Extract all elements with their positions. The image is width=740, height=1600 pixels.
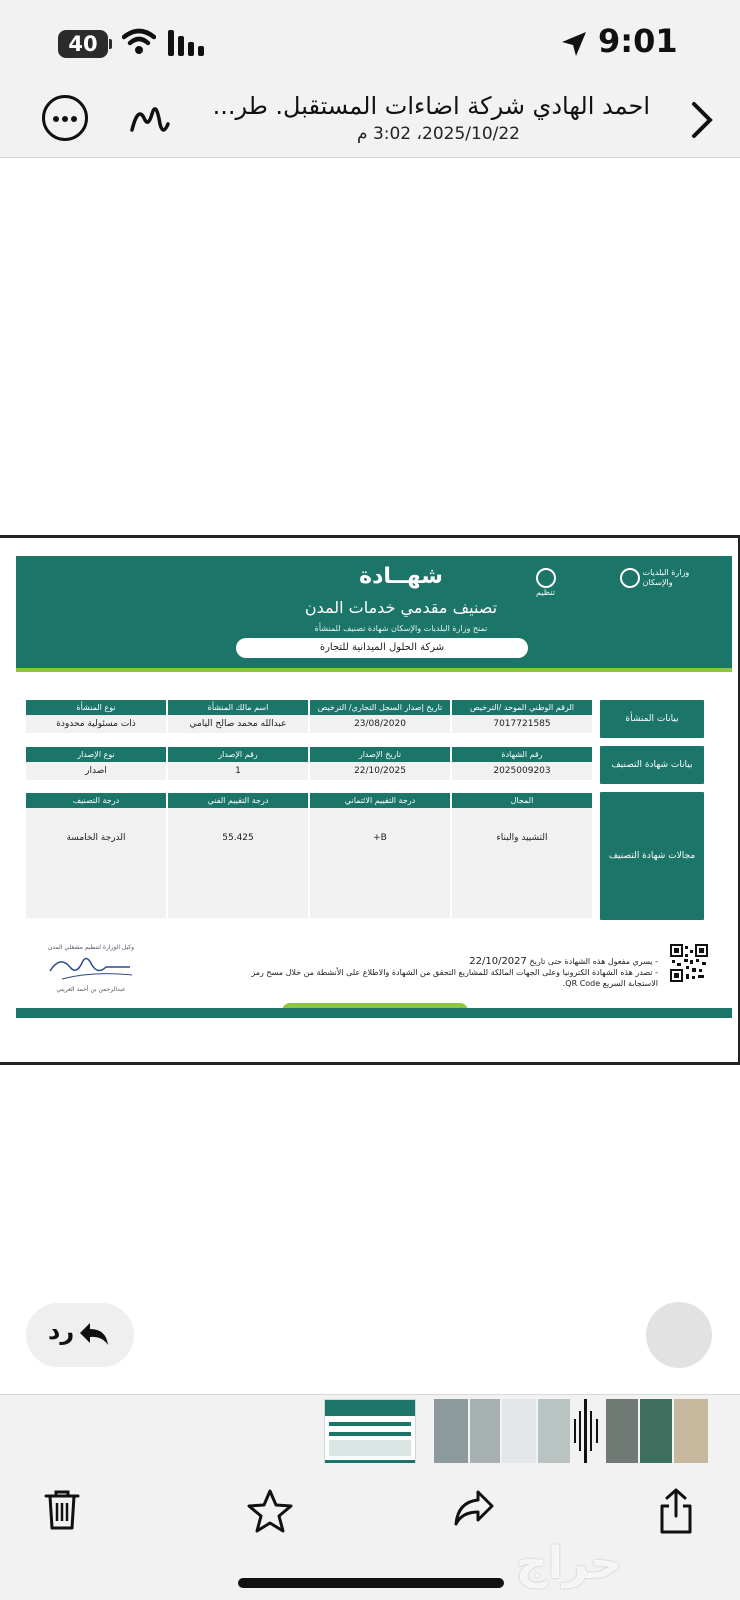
grid-value: عبدالله محمد صالح اليامي	[168, 715, 308, 733]
company-name: شركة الحلول الميدانية للتجارة	[236, 638, 528, 658]
validity-notes	[228, 956, 658, 989]
grid-value: 7017721585	[452, 715, 592, 733]
facility-grid	[26, 700, 592, 733]
forward-icon[interactable]	[452, 1488, 496, 1528]
location-arrow-icon	[560, 30, 588, 58]
bottom-toolbar	[0, 1466, 740, 1600]
certificate-subtitle: تصنيف مقدمي خدمات المدن	[304, 598, 498, 617]
thumbnail[interactable]	[674, 1399, 708, 1463]
thumbnail[interactable]	[640, 1399, 672, 1463]
grid-header: رقم الشهادة	[452, 747, 592, 762]
thumbnail-header	[325, 1400, 415, 1416]
thumbnail-current[interactable]	[324, 1399, 416, 1463]
more-icon	[53, 116, 59, 122]
more-button[interactable]	[42, 95, 88, 141]
reply-button[interactable]	[26, 1303, 134, 1367]
grid-value: اصدار	[26, 762, 166, 780]
grid-header: تاريخ إصدار السجل التجاري/ الترخيص	[310, 700, 450, 715]
watermark: حراج	[516, 1538, 622, 1589]
grid-value: 55.425	[168, 808, 308, 918]
thumbnail[interactable]	[502, 1399, 536, 1463]
balady-logo	[536, 568, 616, 598]
balady-logo-text: تنظيم	[536, 588, 555, 597]
star-icon[interactable]	[246, 1488, 294, 1534]
grid-header: رقم الإصدار	[168, 747, 308, 762]
signer-title: وكيل الوزارة لتنظيم مشغلي المدن	[47, 944, 135, 951]
thumbnail[interactable]	[606, 1399, 638, 1463]
grid-header: درجة التصنيف	[26, 793, 166, 808]
validity-row	[228, 956, 658, 967]
classification-grid	[26, 747, 592, 780]
signature-mark	[42, 941, 142, 991]
thumbnail[interactable]	[538, 1399, 570, 1463]
react-button[interactable]	[646, 1302, 712, 1368]
grid-header: درجة التقييم الفني	[168, 793, 308, 808]
photo-viewer[interactable]	[0, 535, 740, 1065]
certificate	[16, 556, 732, 1040]
grid-value: الدرجة الخامسة	[26, 808, 166, 918]
certificate-note: تمنح وزارة البلديات والإسكان شهادة تصنيف للمنشأة	[314, 624, 488, 633]
grid-header: الرقم الوطني الموحد /الترخيص	[452, 700, 592, 715]
reply-arrow-icon	[78, 1321, 110, 1347]
nav-title: احمد الهادي شركة اضاءات المستقبل. طر...	[212, 92, 650, 120]
thumbnail-row	[329, 1440, 411, 1456]
ministry-logo	[620, 568, 720, 598]
more-icon	[62, 116, 68, 122]
grid-value: 1	[168, 762, 308, 780]
clock: 9:01	[598, 22, 678, 60]
grid-value: 22/10/2025	[310, 762, 450, 780]
share-icon[interactable]	[658, 1488, 694, 1534]
grid-value: B+	[310, 808, 450, 918]
ministry-logo-text: وزارة البلديات والإسكان	[642, 568, 690, 587]
section-fields: مجالات شهادة التصنيف	[600, 792, 704, 920]
home-indicator[interactable]	[238, 1578, 504, 1588]
nav-subtitle: 2025/10/22، 3:02 م	[357, 124, 520, 144]
thumbnail-row	[329, 1432, 411, 1436]
qr-code-icon	[670, 944, 708, 982]
balady-logo-icon	[536, 568, 556, 588]
validity-date: 22/10/2027	[469, 956, 527, 967]
nav-bar	[0, 80, 740, 158]
reply-label: رد	[48, 1317, 75, 1345]
grid-value: 23/08/2020	[310, 715, 450, 733]
grid-value: التشييد والبناء	[452, 808, 592, 918]
grid-header: نوع المنشأة	[26, 700, 166, 715]
trash-icon[interactable]	[44, 1488, 80, 1530]
verify-line: - تصدر هذه الشهادة الكترونيا وعلى الجهات المالكة للمشاريع التحقق من الشهادة والاطلاع على الأنشطة من خلال مسح رمز الاستجابة السريع QR Code.	[251, 968, 658, 988]
thumbnail-row	[329, 1422, 411, 1426]
validity-line: - يسري مفعول هذه الشهادة حتى تاريخ	[529, 957, 658, 966]
grid-header: درجة التقييم الائتماني	[310, 793, 450, 808]
certificate-footer	[16, 1008, 732, 1018]
signer-name: عبدالرحمن بن أحمد العريني	[56, 986, 126, 993]
ministry-logo-icon	[620, 568, 640, 588]
certificate-header	[16, 556, 732, 668]
grid-value: 2025009203	[452, 762, 592, 780]
grid-header: تاريخ الإصدار	[310, 747, 450, 762]
battery-icon: 40	[58, 30, 108, 58]
grid-value: ذات مسئولية محدودة	[26, 715, 166, 733]
signal-icon	[168, 30, 206, 56]
grid-header: المجال	[452, 793, 592, 808]
wifi-icon	[122, 28, 156, 56]
grid-header: نوع الإصدار	[26, 747, 166, 762]
thumbnail[interactable]	[434, 1399, 468, 1463]
battery-tip	[109, 39, 112, 49]
section-classification: بيانات شهادة التصنيف	[600, 746, 704, 784]
markup-icon[interactable]	[128, 96, 172, 140]
thumbnail[interactable]	[470, 1399, 500, 1463]
thumbnail-strip[interactable]	[0, 1394, 740, 1466]
header-accent-line	[16, 668, 732, 672]
more-icon	[71, 116, 77, 122]
thumbnail-row	[325, 1460, 415, 1463]
scrubber-icon[interactable]	[572, 1395, 602, 1467]
fields-grid	[26, 793, 592, 918]
certificate-title: شهــادة	[359, 564, 443, 589]
grid-header: اسم مالك المنشأة	[168, 700, 308, 715]
chevron-right-icon[interactable]	[690, 100, 716, 140]
status-bar	[0, 0, 740, 80]
section-facility: بيانات المنشأة	[600, 700, 704, 738]
